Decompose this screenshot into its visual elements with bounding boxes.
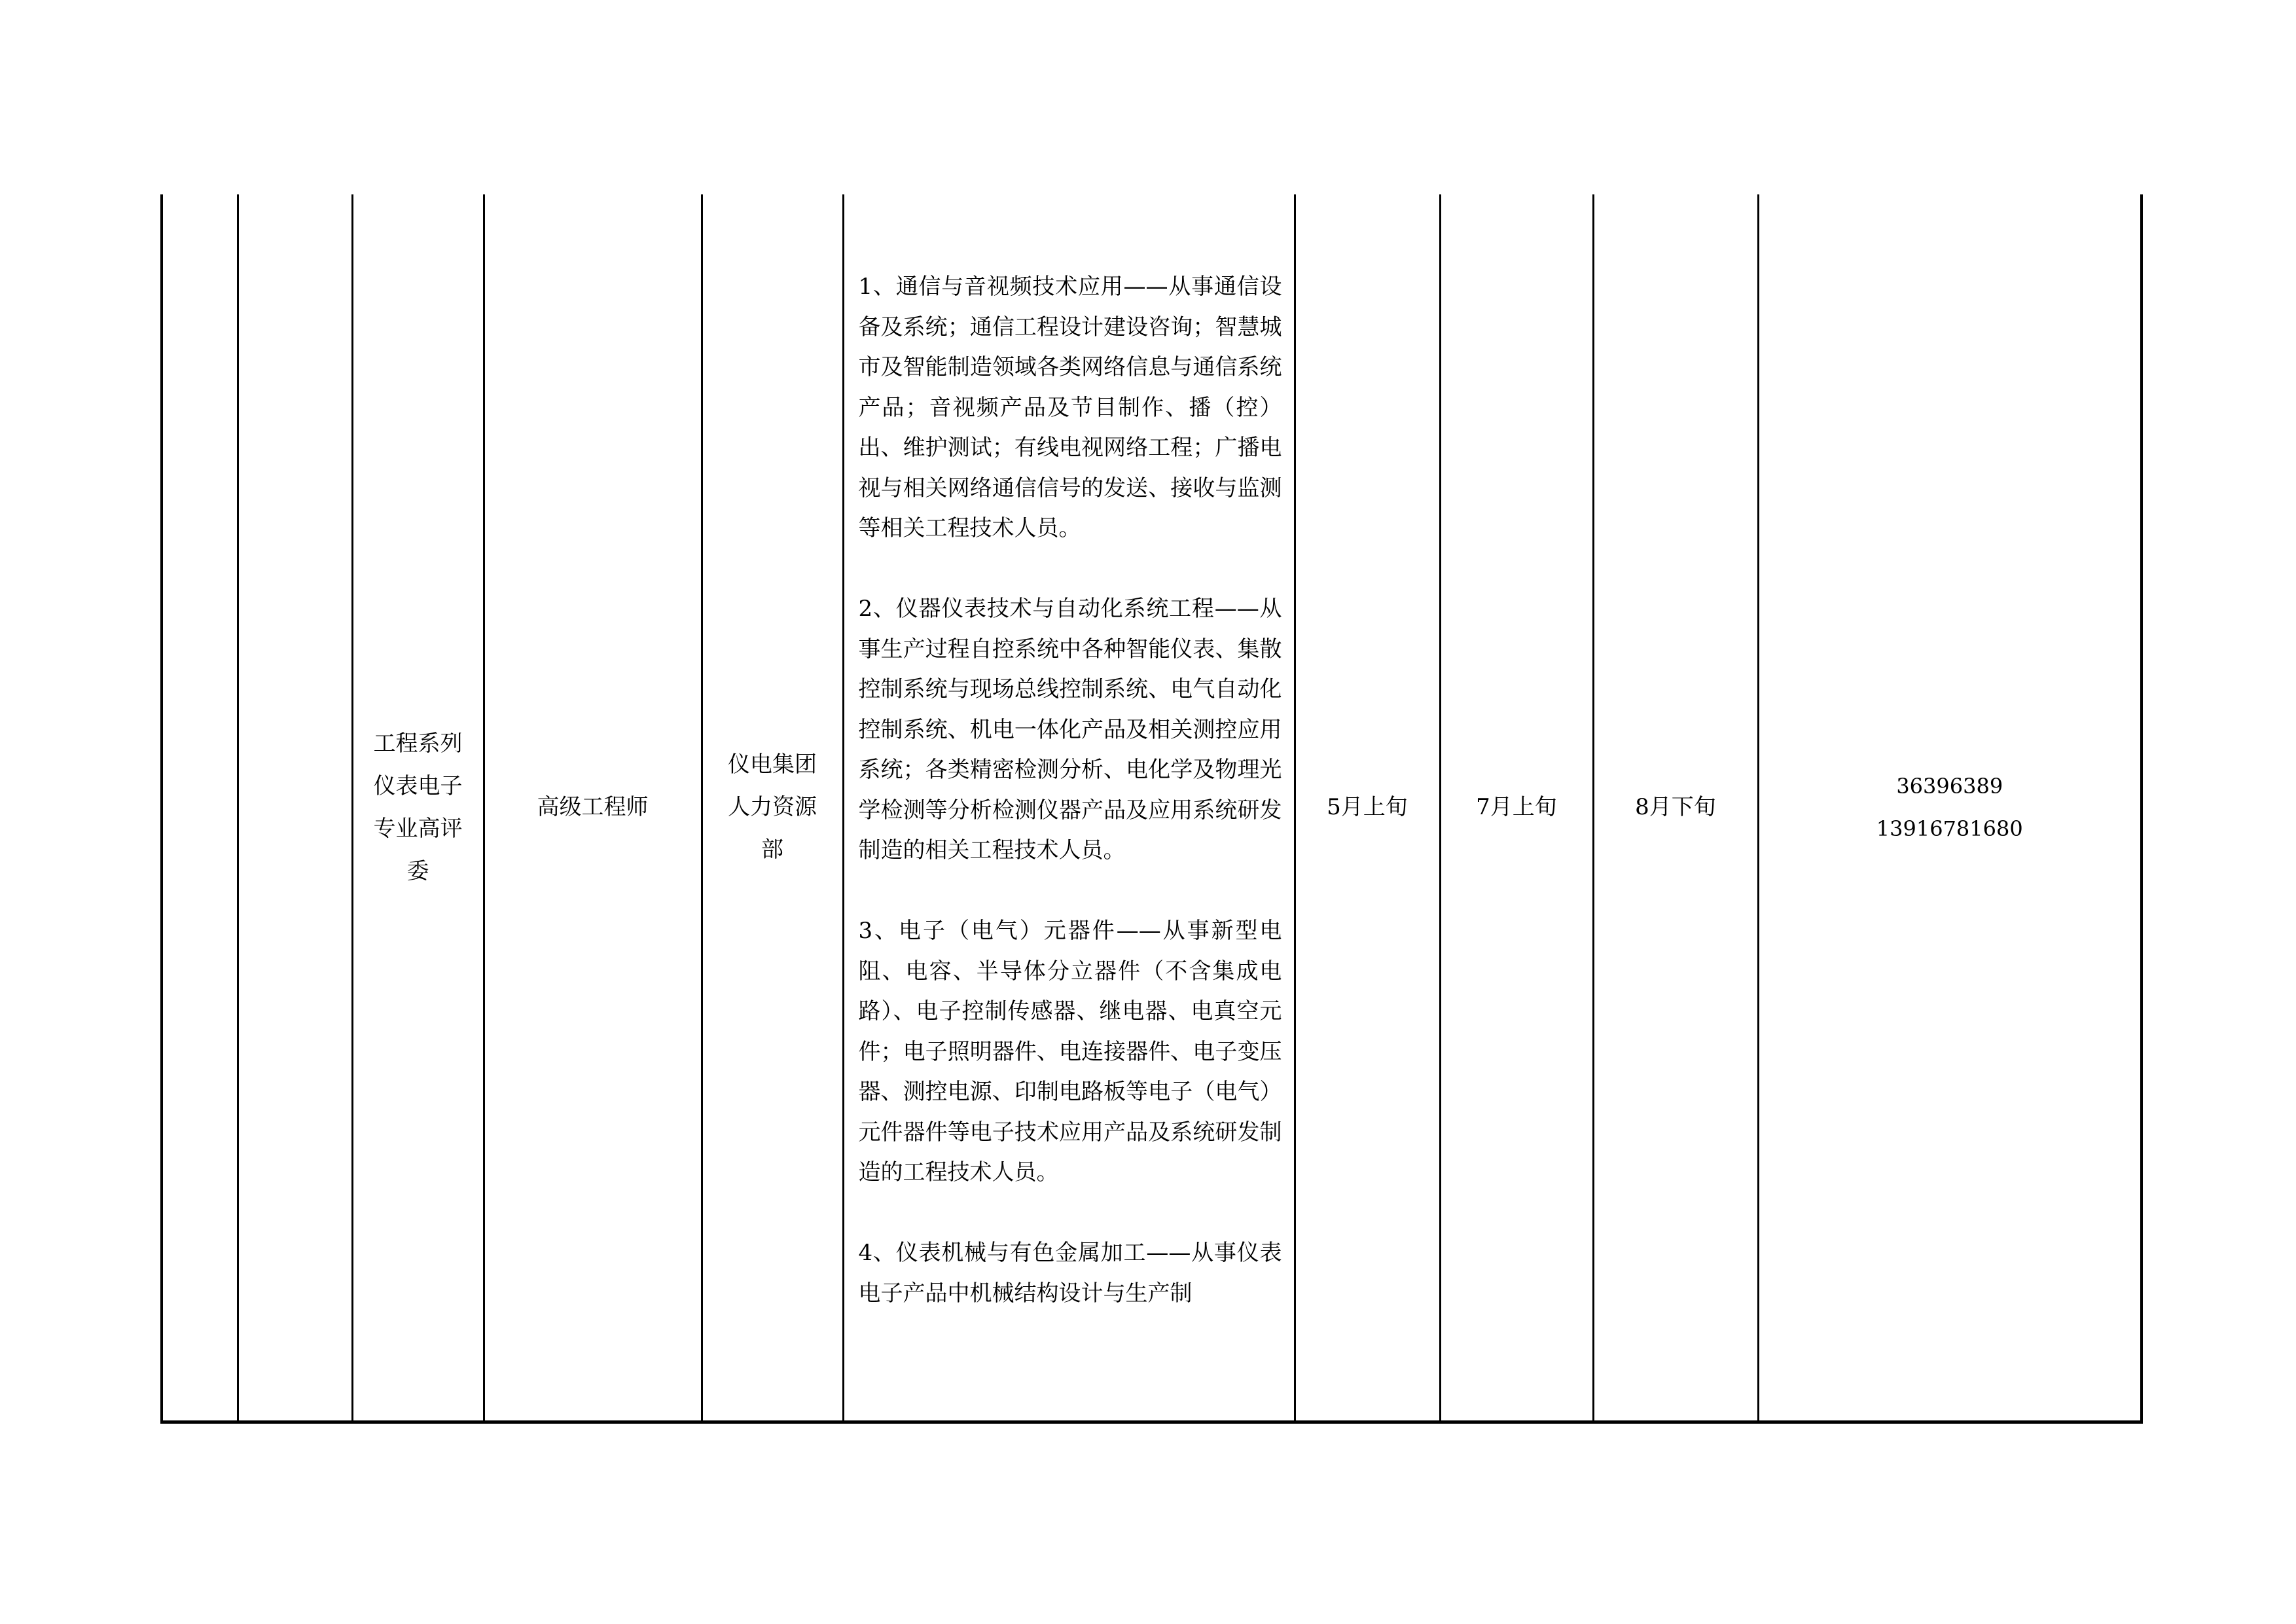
scope-paragraph-4: 4、仪表机械与有色金属加工——从事仪表电子产品中机械结构设计与生产制 <box>858 1240 1282 1307</box>
scope-cell <box>843 194 1295 1422</box>
title-level-cell <box>484 194 702 1422</box>
time-cell-3 <box>1593 194 1758 1422</box>
department-cell <box>702 194 843 1422</box>
scope-paragraph-3: 3、电子（电气）元器件——从事新型电阻、电容、半导体分立器件（不含集成电路）、电子控制传感器、继电器、电真空元件；电子照明器件、电连接器件、电子变压器、测控电源、印制电路板等电子（电气）元件器件等电子技术应用产品及系统研发制造的工程技术人员。 <box>858 918 1282 1186</box>
phone-number-1: 36396389 <box>1896 773 2003 799</box>
time-2: 7月上旬 <box>1476 794 1557 820</box>
scope-paragraph-2: 2、仪器仪表技术与自动化系统工程——从事生产过程自控系统中各种智能仪表、集散控制系统与现场总线控制系统、电气自动化控制系统、机电一体化产品及相关测控应用系统；各类精密检测分析、电化学及物理光学检测等分析检测仪器产品及应用系统研发制造的相关工程技术人员。 <box>858 596 1282 864</box>
committee-cell <box>352 194 484 1422</box>
contact-cell <box>1758 194 2142 1422</box>
phone-number-2: 13916781680 <box>1876 816 2023 841</box>
table-row <box>162 194 2142 1422</box>
department-name: 仪电集团人力资源部 <box>728 751 817 863</box>
review-schedule-table <box>160 194 2143 1424</box>
empty-cell-category <box>238 194 352 1422</box>
scope-paragraph-1: 1、通信与音视频技术应用——从事通信设备及系统；通信工程设计建设咨询；智慧城市及智能制造领域各类网络信息与通信系统产品；音视频产品及节目制作、播（控）出、维护测试；有线电视网络工程；广播电视与相关网络通信信号的发送、接收与监测等相关工程技术人员。 <box>858 274 1282 542</box>
committee-name: 工程系列仪表电子专业高评委 <box>373 730 463 884</box>
time-cell-1 <box>1295 194 1440 1422</box>
empty-cell-index <box>162 194 238 1422</box>
time-cell-2 <box>1440 194 1593 1422</box>
time-1: 5月上旬 <box>1327 794 1408 820</box>
time-3: 8月下旬 <box>1635 794 1716 820</box>
title-level: 高级工程师 <box>537 794 649 820</box>
